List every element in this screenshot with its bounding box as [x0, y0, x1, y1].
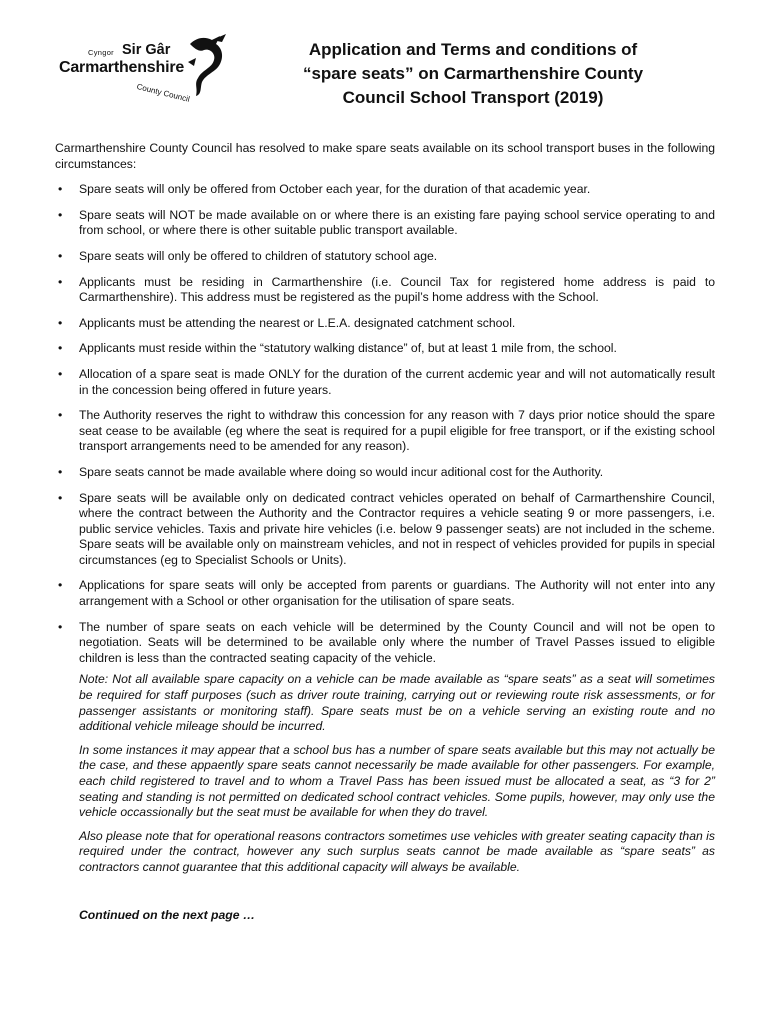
- list-item: • Applicants must be attending the nearest or L.E.A. designated catchment school.: [55, 316, 715, 332]
- note-paragraph: Also please note that for operational reasons contractors sometimes use vehicles with greater seating capacity than is required under the contract, however any such surplus seats cannot be made available as “spare seats” as contractors cannot guarantee that this additional capacity will always be available.: [79, 828, 715, 874]
- list-item: • Spare seats will NOT be made available on or where there is an existing fare paying school service operating to and from school, or where there is other suitable public transport available.: [55, 208, 715, 239]
- list-item: • Applicants must be residing in Carmarthenshire (i.e. Council Tax for registered home address is paid to Carmarthenshire). This address must be registered as the pupil’s home address with the School.: [55, 275, 715, 306]
- logo-county-council-text: County Council: [135, 82, 191, 104]
- conditions-list: [55, 182, 715, 666]
- logo-sir-gar-text: Sir Gâr: [122, 42, 171, 58]
- list-item: • Applications for spare seats will only be accepted from parents or guardians. The Authority will not enter into any arrangement with a School or other organisation for the utilisation of spare seats.: [55, 578, 715, 609]
- title-line: Application and Terms and conditions of: [308, 40, 638, 59]
- continued-note: Continued on the next page …: [79, 907, 256, 922]
- list-item: • Spare seats will only be offered from October each year, for the duration of that academic year.: [55, 182, 715, 198]
- council-logo: [52, 34, 232, 104]
- note-paragraph: Note: Not all available spare capacity on a vehicle can be made available as “spare seats” as a seat will sometimes be required for staff purposes (such as driver route training, carrying out or reviewing route risk assessments, or for passenger assistants or monitoring staff). Spare seats must be on a vehicle serving an existing route and no additional vehicle mileage should be incurred.: [79, 672, 715, 734]
- logo-carmarthenshire-text: Carmarthenshire: [59, 59, 185, 76]
- note-paragraph: In some instances it may appear that a school bus has a number of spare seats available but this may not actually be the case, and these appaently spare seats cannot necessarily be made available for other passengers. For example, each child registered to travel and to whom a Travel Pass has been issued must be allocated a seat, as “3 for 2” seating and standing is not permitted on dedicated school contract vehicles. Some pupils, however, may only use the vehicle occassionally but the seat must be available for when they do travel.: [79, 742, 715, 820]
- title-line: Council School Transport (2019): [342, 88, 604, 107]
- list-item: • The number of spare seats on each vehicle will be determined by the County Council and will not be open to negotiation. Seats will be determined to be available only where the number of Travel Passes issued to eligible children is less than the contracted seating capacity of the vehicle.: [55, 620, 715, 667]
- document-body: [55, 141, 715, 923]
- dragon-icon: [182, 34, 228, 98]
- list-item: • Spare seats will only be offered to children of statutory school age.: [55, 249, 715, 265]
- list-item: • Spare seats will be available only on dedicated contract vehicles operated on behalf of Carmarthenshire Council, where the contract between the Authority and the Contractor requires a vehicle seating 9 or more passengers, i.e. public service vehicles. Taxis and private hire vehicles (i.e. below 9 passenger seats) are not included in the scheme. Spare seats will be available only on mainstream vehicles, and not in respect of vehicles provided for pupils in special circumstances (eg to Specialist Schools or Units).: [55, 491, 715, 569]
- list-item: • The Authority reserves the right to withdraw this concession for any reason with 7 days prior notice should the spare seat cease to be available (eg where the seat is required for a pupil eligible for free transport, or if the existing school transport arrangements need to be amended for any reason).: [55, 408, 715, 455]
- title-line: “spare seats” on Carmarthenshire County: [302, 64, 644, 83]
- intro-paragraph: Carmarthenshire County Council has resolved to make spare seats available on its school transport buses in the following circumstances:: [55, 141, 715, 171]
- list-item: • Spare seats cannot be made available where doing so would incur aditional cost for the Authority.: [55, 465, 715, 481]
- list-item: • Applicants must reside within the “statutory walking distance” of, but at least 1 mile from, the school.: [55, 341, 715, 357]
- logo-cyngor-text: Cyngor: [88, 48, 114, 57]
- list-item: • Allocation of a spare seat is made ONLY for the duration of the current acdemic year and will not automatically result in the concession being offered in future years.: [55, 367, 715, 398]
- page-title: [258, 38, 688, 110]
